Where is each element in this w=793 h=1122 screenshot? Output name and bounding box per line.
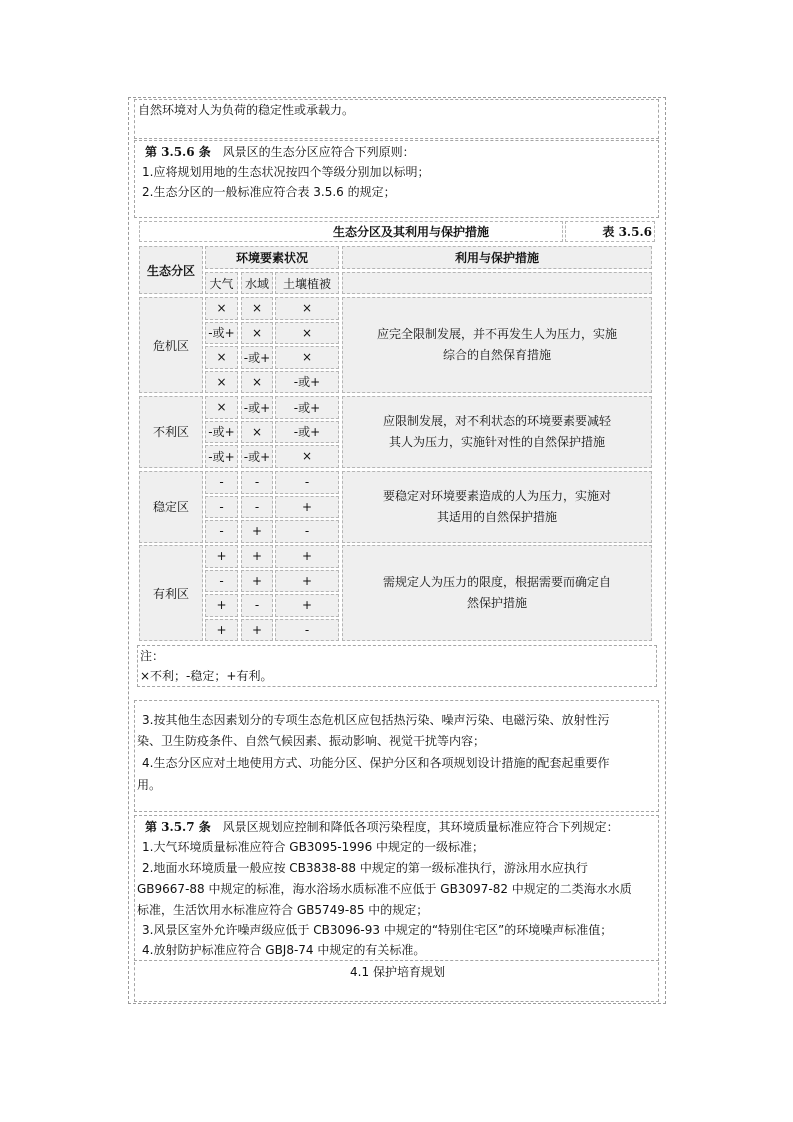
subheader-soil: 土壤植被	[275, 272, 339, 294]
zone-label: 有利区	[139, 545, 203, 641]
note-label: 注：	[140, 649, 165, 663]
cell-air: -或+	[205, 445, 238, 468]
measure-line: 其适用的自然保护措施	[436, 509, 557, 524]
article-3-5-6-heading	[145, 142, 415, 162]
cell-water: -或+	[241, 346, 273, 369]
cell-water: ×	[241, 371, 273, 394]
cell-soil: +	[275, 496, 339, 519]
cell-water: -或+	[241, 445, 273, 468]
measure-line: 应限制发展，对不利状态的环境要素要减轻	[382, 413, 611, 428]
cell-air: -或+	[205, 421, 238, 444]
measure-cell	[342, 471, 652, 543]
measure-line: 综合的自然保育措施	[442, 348, 551, 362]
measure-cell	[342, 545, 652, 641]
subheader-water: 水域	[241, 272, 273, 294]
top-line-box	[134, 99, 659, 139]
subheader-measure-blank	[342, 272, 652, 294]
table-number: 表 3.5.6	[565, 221, 655, 242]
measure-line: 应完全限制发展，并不再发生人为压力，实施	[376, 327, 617, 341]
header-env: 环境要素状况	[205, 246, 339, 269]
cell-air: ×	[205, 396, 238, 419]
article-3-5-7-line-5: 3.风景区室外允许噪声级应低于 CB3096-93 中规定的“特别住宅区”的环境噪声标准值；	[142, 923, 613, 937]
para4-line1: 4.生态分区应对土地使用方式、功能分区、保护分区和各项规划设计措施的配套起重要作	[142, 756, 610, 770]
article-3-5-7-line-6: 4.放射防护标准应符合 GBJ8-74 中规定的有关标准。	[142, 943, 426, 957]
subheader-air: 大气	[205, 272, 238, 294]
cell-water: -	[241, 496, 273, 519]
article-3-5-6-number: 第 3.5.6 条	[145, 145, 211, 159]
article-3-5-7-number: 第 3.5.7 条	[145, 820, 211, 834]
cell-air: -	[205, 496, 238, 519]
cell-soil: +	[275, 570, 339, 593]
zone-label: 危机区	[139, 297, 203, 393]
cell-soil: +	[275, 594, 339, 617]
cell-soil: -或+	[275, 421, 339, 444]
measure-line: 其人为压力，实施针对性的自然保护措施	[388, 434, 605, 449]
cell-water: ×	[241, 421, 273, 444]
cell-water: +	[241, 545, 273, 568]
para4-line2: 用。	[137, 778, 162, 792]
measure-cell	[342, 396, 652, 468]
article-3-5-7-intro: 风景区规划应控制和降低各项污染程度，其环境质量标准应符合下列规定：	[222, 820, 619, 834]
cell-water: ×	[241, 297, 273, 320]
article-3-5-7	[134, 815, 659, 961]
cell-air: ×	[205, 346, 238, 369]
note-text: ×不利；-稳定；+有利。	[140, 669, 273, 683]
article-3-5-7-line-3: GB9667-88 中规定的标准，海水浴场水质标准不应低于 GB3097-82 中规定的二类海水水质	[137, 882, 632, 896]
cell-air: ×	[205, 371, 238, 394]
article-3-5-6-intro: 风景区的生态分区应符合下列原则：	[222, 145, 415, 159]
cell-soil: -或+	[275, 371, 339, 394]
cell-air: -	[205, 520, 238, 543]
zone-label: 不利区	[139, 396, 203, 468]
article-3-5-7-heading	[145, 817, 619, 837]
cell-soil: ×	[275, 346, 339, 369]
cell-soil: ×	[275, 445, 339, 468]
cell-air: +	[205, 619, 238, 642]
measure-line: 要稳定对环境要素造成的人为压力，实施对	[382, 488, 611, 503]
measure-line: 然保护措施	[466, 596, 527, 610]
cell-soil: ×	[275, 297, 339, 320]
table-title: 生态分区及其利用与保护措施	[139, 221, 563, 242]
header-measure: 利用与保护措施	[342, 246, 652, 269]
article-3-5-6-item-2: 2.生态分区的一般标准应符合表 3.5.6 的规定；	[142, 185, 396, 199]
paragraphs-3-4	[134, 700, 659, 812]
cell-water: +	[241, 570, 273, 593]
cell-water: +	[241, 520, 273, 543]
measure-cell	[342, 297, 652, 393]
cell-air: ×	[205, 297, 238, 320]
measure-line: 需规定人为压力的限度，根据需要而确定自	[382, 575, 611, 589]
section-title: 4.1 保护培育规划	[350, 965, 445, 979]
cell-soil: ×	[275, 322, 339, 345]
cell-air: +	[205, 545, 238, 568]
article-3-5-6	[134, 140, 659, 218]
zone-label: 稳定区	[139, 471, 203, 543]
cell-soil: -	[275, 619, 339, 642]
table-note	[137, 645, 657, 687]
cell-soil: -	[275, 471, 339, 494]
article-3-5-7-line-4: 标准，生活饮用水标准应符合 GB5749-85 中的规定；	[137, 903, 429, 917]
cell-water: -	[241, 594, 273, 617]
article-3-5-6-item-1: 1.应将规划用地的生态状况按四个等级分别加以标明；	[142, 165, 430, 179]
cell-air: -或+	[205, 322, 238, 345]
cell-water: -或+	[241, 396, 273, 419]
cell-soil: -或+	[275, 396, 339, 419]
article-3-5-7-line-1: 1.大气环境质量标准应符合 GB3095-1996 中规定的一级标准；	[142, 840, 485, 854]
cell-air: -	[205, 570, 238, 593]
cell-soil: +	[275, 545, 339, 568]
cell-air: +	[205, 594, 238, 617]
para3-line2: 染、卫生防疫条件、自然气候因素、振动影响、视觉干扰等内容；	[137, 734, 486, 748]
cell-air: -	[205, 471, 238, 494]
header-zone: 生态分区	[139, 246, 203, 294]
cell-soil: -	[275, 520, 339, 543]
cell-water: -	[241, 471, 273, 494]
article-3-5-7-line-2: 2.地面水环境质量一般应按 CB3838-88 中规定的第一级标准执行，游泳用水应执行	[142, 861, 588, 875]
top-line-text: 自然环境对人为负荷的稳定性或承载力。	[138, 103, 355, 117]
cell-water: +	[241, 619, 273, 642]
para3-line1: 3.按其他生态因素划分的专项生态危机区应包括热污染、噪声污染、电磁污染、放射性污	[142, 713, 610, 727]
cell-water: ×	[241, 322, 273, 345]
section-title-box	[134, 962, 659, 1002]
